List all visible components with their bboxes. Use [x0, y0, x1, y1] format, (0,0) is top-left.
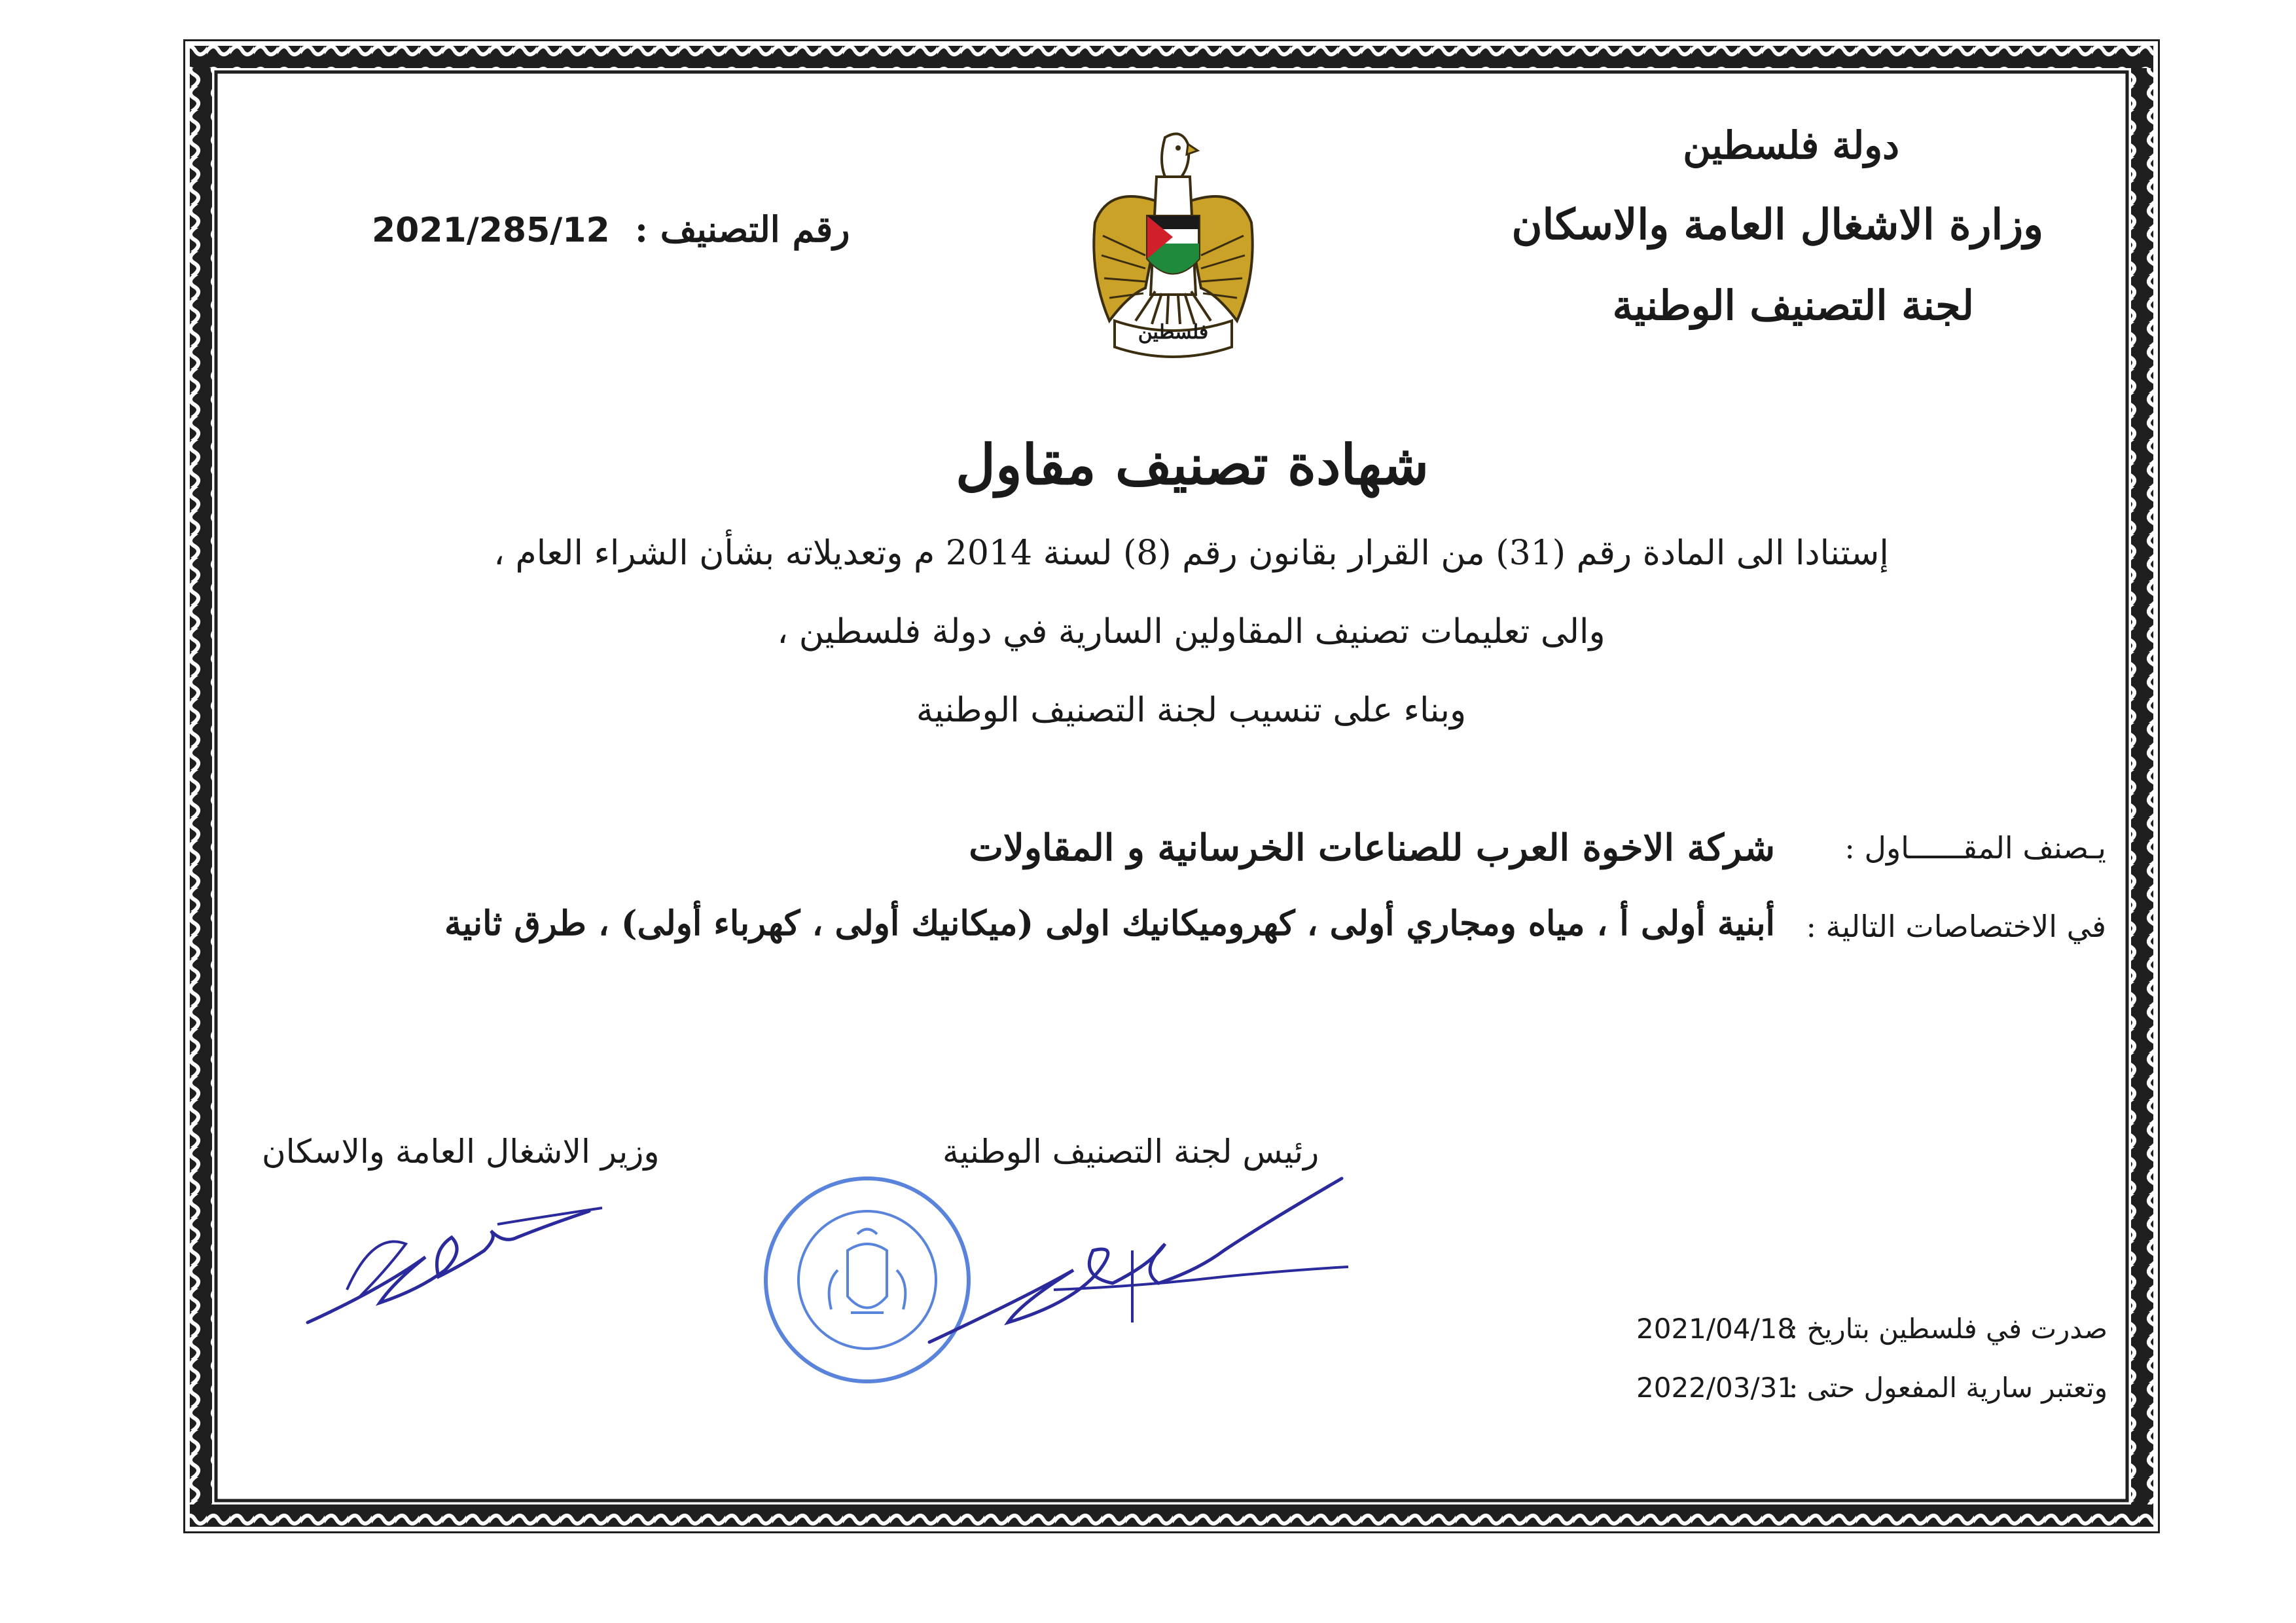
- state-name: دولة فلسطين: [1683, 123, 1899, 168]
- classification-label: رقم التصنيف :: [635, 208, 850, 250]
- chair-signature: [923, 1172, 1355, 1368]
- palestine-eagle-emblem-icon: [1083, 124, 1263, 360]
- ministry-name: وزارة الاشغال العامة والاسكان: [1511, 200, 2043, 249]
- chair-title: رئيس لجنة التصنيف الوطنية: [942, 1133, 1319, 1171]
- classification-number: 2021/285/12: [372, 211, 610, 250]
- certificate-title: شهادة تصنيف مقاول: [956, 432, 1429, 497]
- committee-name: لجنة التصنيف الوطنية: [1612, 282, 1974, 329]
- preamble-line-3: وبناء على تنسيب لجنة التصنيف الوطنية: [916, 691, 1467, 730]
- contractor-name: شركة الاخوة العرب للصناعات الخرسانية و المقاولات: [969, 826, 1775, 869]
- valid-date: 2022/03/31: [1636, 1372, 1795, 1404]
- valid-label: وتعتبر سارية المفعول حتى :: [1789, 1372, 2108, 1404]
- preamble-line-1: إستنادا الى المادة رقم (31) من القرار بقانون رقم (8) لسنة 2014 م وتعديلاته بشأن الشراء العام ،: [493, 534, 1889, 573]
- emblem-caption: فلسطين: [1138, 321, 1209, 344]
- minister-title: وزير الاشغال العامة والاسكان: [262, 1133, 660, 1171]
- issued-date: 2021/04/18: [1636, 1313, 1795, 1345]
- issued-label: صدرت في فلسطين بتاريخ :: [1789, 1313, 2108, 1345]
- specialties-label: في الاختصاصات التالية :: [1806, 909, 2106, 944]
- contractor-label: يـصنف المقــــــاول :: [1844, 830, 2106, 866]
- preamble-line-2: والى تعليمات تصنيف المقاولين السارية في دولة فلسطين ،: [777, 612, 1605, 651]
- specialties-value: أبنية أولى أ ، مياه ومجاري أولى ، كهروميكانيك اولى (ميكانيك أولى ، كهرباء أولى) ، طرق ثانية: [444, 903, 1775, 943]
- minister-signature: [301, 1192, 615, 1336]
